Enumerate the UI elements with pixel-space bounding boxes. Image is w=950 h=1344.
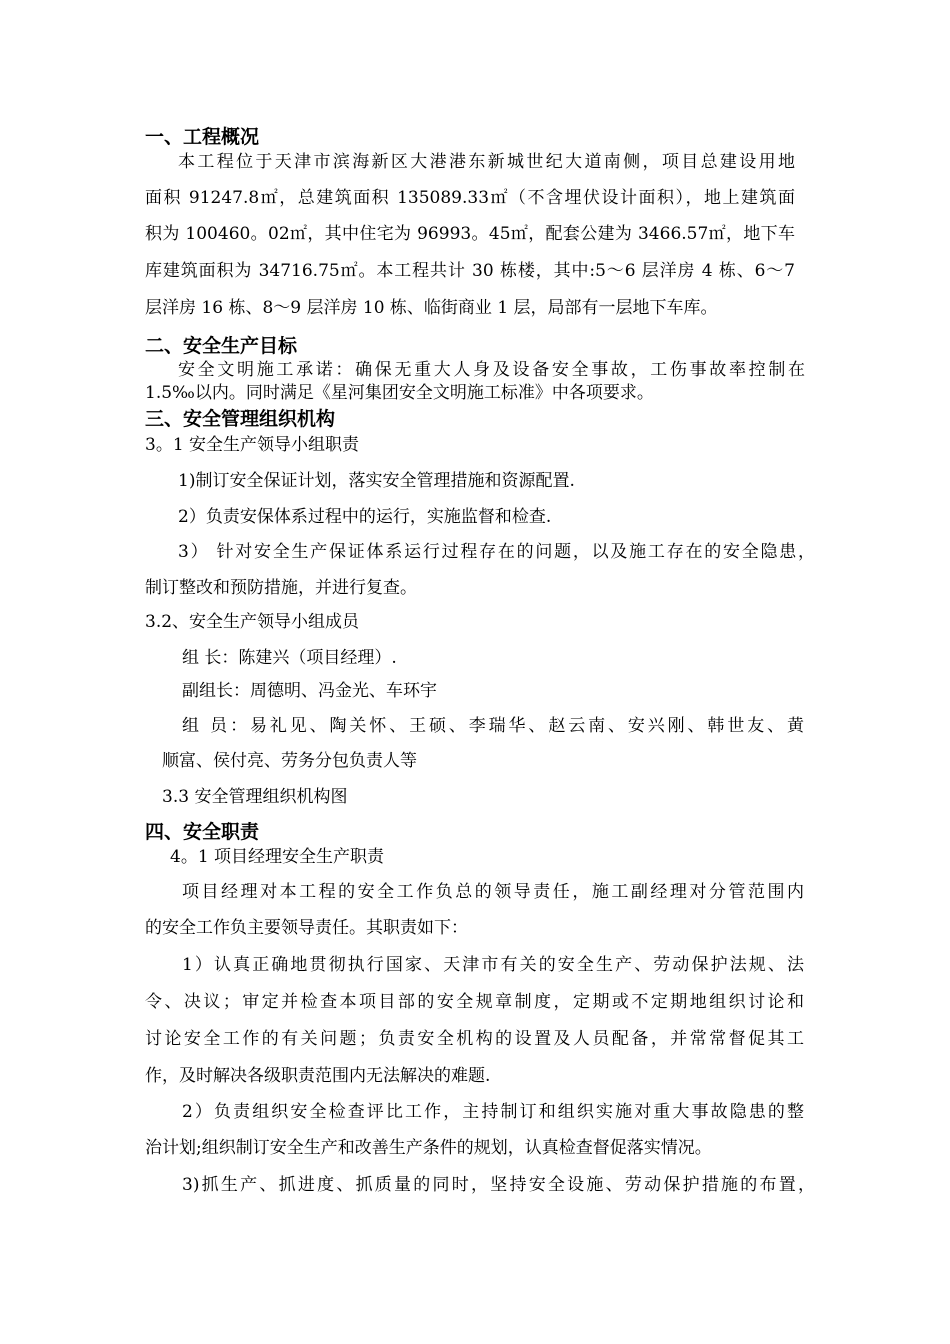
list-item: 1)制订安全保证计划，落实安全管理措施和资源配置. [178, 471, 575, 491]
list-item: 2）负责安保体系过程中的运行，实施监督和检查. [178, 507, 552, 527]
subsection-heading: 3。1 安全生产领导小组职责 [145, 435, 360, 455]
section-heading-safety-goals: 二、安全生产目标 [145, 335, 298, 357]
paragraph-line: 安全文明施工承诺：确保无重大人身及设备安全事故，工伤事故率控制在 [178, 360, 805, 380]
section-heading-organization: 三、安全管理组织机构 [145, 408, 336, 430]
paragraph-line: 的安全工作负主要领导责任。其职责如下： [145, 918, 468, 938]
member-line: 顺富、侯付亮、劳务分包负责人等 [162, 751, 417, 771]
paragraph-line: 2）负责组织安全检查评比工作，主持制订和组织实施对重大事故隐患的整 [182, 1102, 804, 1122]
member-line: 副组长：周德明、冯金光、车环宇 [182, 681, 437, 701]
paragraph-line: 积为 100460。02㎡，其中住宅为 96993。45㎡，配套公建为 3466.57㎡，地下车 [145, 224, 795, 244]
paragraph-line: 作，及时解决各级职责范围内无法解决的难题. [145, 1066, 491, 1086]
subsection-heading: 4。1 项目经理安全生产职责 [170, 847, 385, 867]
member-line: 组 长：陈建兴（项目经理）. [182, 648, 397, 668]
paragraph-line: 1）认真正确地贯彻执行国家、天津市有关的安全生产、劳动保护法规、法 [182, 955, 804, 975]
paragraph-line: 层洋房 16 栋、8～9 层洋房 10 栋、临街商业 1 层，局部有一层地下车库。 [145, 298, 718, 318]
paragraph-line: 面积 91247.8㎡，总建筑面积 135089.33㎡（不含埋伏设计面积），地上建筑面 [145, 188, 795, 208]
subsection-heading: 3.3 安全管理组织机构图 [162, 787, 348, 807]
paragraph-line: 1.5‰以内。同时满足《星河集团安全文明施工标准》中各项要求。 [145, 383, 654, 403]
paragraph-line: 讨论安全工作的有关问题；负责安全机构的设置及人员配备，并常常督促其工 [145, 1029, 804, 1049]
section-heading-responsibilities: 四、安全职责 [145, 821, 260, 843]
paragraph-line: 库建筑面积为 34716.75㎡。本工程共计 30 栋楼，其中:5～6 层洋房 4 栋、6～7 [145, 261, 795, 281]
paragraph-line: 项目经理对本工程的安全工作负总的领导责任，施工副经理对分管范围内 [182, 882, 804, 902]
section-heading-overview: 一、工程概况 [145, 126, 260, 148]
member-line: 组 员：易礼见、陶关怀、王硕、李瑞华、赵云南、安兴刚、韩世友、黄 [182, 716, 804, 736]
list-item: 制订整改和预防措施，并进行复查。 [145, 578, 417, 598]
paragraph-line: 治计划;组织制订安全生产和改善生产条件的规划，认真检查督促落实情况。 [145, 1138, 712, 1158]
paragraph-line: 本工程位于天津市滨海新区大港港东新城世纪大道南侧，项目总建设用地 [178, 152, 795, 172]
subsection-heading: 3.2、安全生产领导小组成员 [145, 612, 360, 632]
list-item: 3） 针对安全生产保证体系运行过程存在的问题，以及施工存在的安全隐患， [178, 542, 815, 562]
paragraph-line: 令、决议；审定并检查本项目部的安全规章制度，定期或不定期地组织讨论和 [145, 992, 804, 1012]
paragraph-line: 3)抓生产、抓进度、抓质量的同时，坚持安全设施、劳动保护措施的布置， [182, 1175, 815, 1195]
